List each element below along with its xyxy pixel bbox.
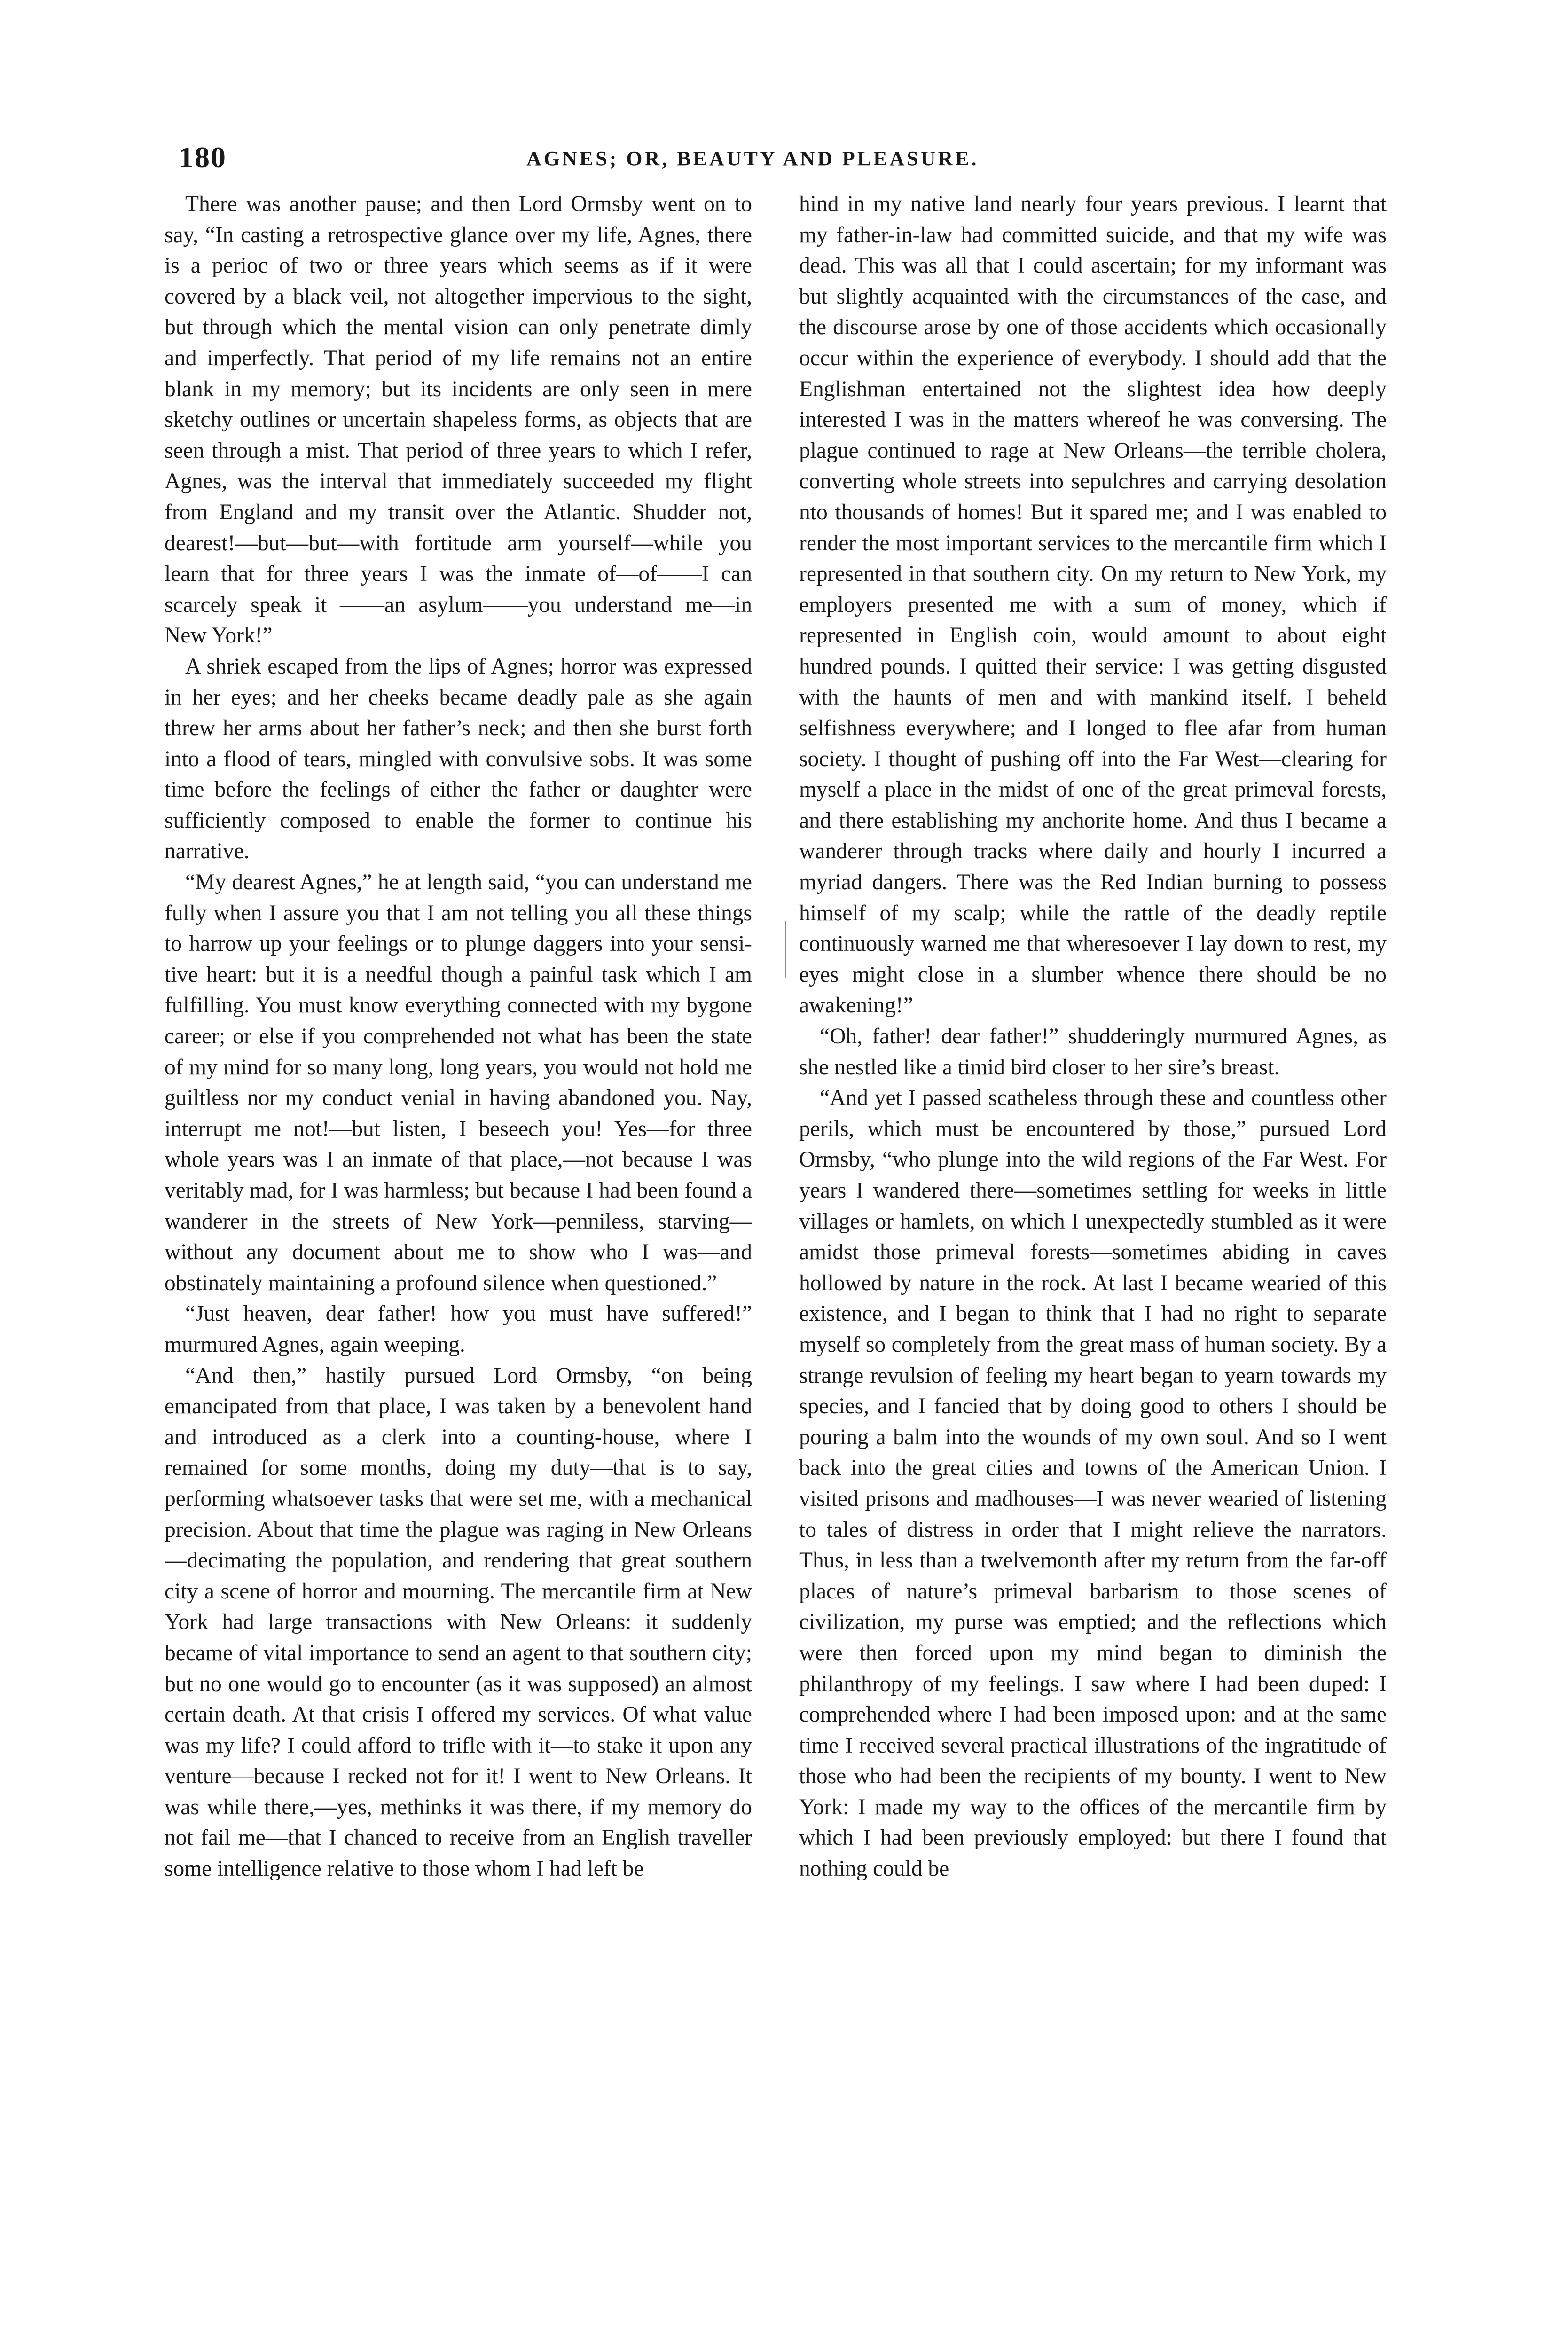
paragraph: “Just heaven, dear father! how you must have suffered!” murmured Agnes, again weeping.: [165, 1301, 752, 1357]
column-rule: [785, 921, 786, 978]
page-header: [179, 140, 1382, 182]
paragraph: A shriek escaped from the lips of Agnes; horror was expressed in her eyes; and her cheeks became deadly pale as she again threw her arms about her father’s neck; and then she burst forth into a flood of tears, mingled with convulsive sobs. It was some time before the feelings of either the father or daughter were sufficiently composed to enable the former to continue his narrative.: [165, 654, 752, 864]
paragraph: There was another pause; and then Lord Ormsby went on to say, “In casting a retrospective glance over my life, Agnes, there is a perioc of two or three years which seems as if it were covered by a black veil, not altogether impervious to the sight, but through which the mental vision can only penetrate dimly and imperfectly. That period of my life remains not an entire blank in my memory; but its incidents are only seen in mere sketchy outlines or uncertain shapeless forms, as objects that are seen through a mist. That period of three years to which I refer, Agnes, was the interval that immediately succeeded my flight from England and my transit over the Atlantic. Shudder not, dearest!—but—but—with fortitude arm yourself—while you learn that for three years I was the inmate of—of——I can scarcely speak it ——an asylum——you understand me—in New York!”: [165, 192, 752, 648]
page-number: 180: [179, 141, 227, 174]
paragraph: “Oh, father! dear father!” shudderingly murmured Agnes, as she nestled like a timid bird closer to her sire’s breast.: [799, 1024, 1387, 1080]
paragraph: “And yet I passed scatheless through these and countless other perils, which must be encountered by those,” pursued Lord Ormsby, “who plunge into the wild regions of the Far West. For years I wandered there—sometimes settling for weeks in little villages or hamlets, on which I unexpectedly stumbled as it were amidst those primeval forests—sometimes abiding in caves hollowed by nature in the rock. At last I became wearied of this existence, and I began to think that I had no right to separate myself so completely from the great mass of human society. By a strange revulsion of feeling my heart began to yearn towards my species, and I fancied that by doing good to others I should be pouring a balm into the wounds of my own soul. And so I went back into the great cities and towns of the American Union. I visited prisons and madhouses—I was never wearied of listening to tales of distress in order that I might relieve the narrators. Thus, in less than a twelvemonth after my return from the far-off places of nature’s primeval barbarism to those scenes of civilization, my purse was emptied; and the reflections which were then forced upon my mind began to diminish the philanthropy of my feelings. I saw where I had been duped: I comprehended where I had been imposed upon: and at the same time I received several practical illustrations of the ingratitude of those who had been the recipients of my bounty. I went to New York: I made my way to the offices of the mercantile firm by which I had been previously employed: but there I found that nothing could be: [799, 1086, 1387, 1881]
paragraph: “And then,” hastily pursued Lord Ormsby, “on being emancipated from that place, I was taken by a benevolent hand and introduced as a clerk into a counting-house, where I remained for some months, doing my duty—that is to say, performing whatsoever tasks that were set me, with a mechanical precision. About that time the plague was raging in New Orleans—decimating the population, and rendering that great southern city a scene of horror and mourning. The mercantile firm at New York had large transactions with New Orleans: it suddenly became of vital importance to send an agent to that southern city; but no one would go to encounter (as it was supposed) an almost certain death. At that crisis I offered my services. Of what value was my life? I could afford to trifle with it—to stake it upon any venture—because I recked not for it! I went to New Orleans. It was while there,—yes, methinks it was there, if my memory do not fail me—that I chanced to receive from an English traveller some intelligence relative to those whom I had left be: [165, 1363, 752, 1881]
right-column: [799, 189, 1387, 2332]
paragraph-continued: hind in my native land nearly four years previous. I learnt that my father-in-law had committed suicide, and that my wife was dead. This was all that I could ascertain; for my informant was but slightly acquainted with the circumstances of the case, and the discourse arose by one of those accidents which occasionally occur within the experience of everybody. I should add that the Englishman entertained not the slightest idea how deeply interested I was in the matters whereof he was conversing. The plague continued to rage at New Orleans—the terrible cholera, converting whole streets into sepulchres and carrying desolation nto thousands of homes! But it spared me; and I was enabled to render the most important services to the mercantile firm which I represented in that southern city. On my return to New York, my employers presented me with a sum of money, which if represented in English coin, would amount to about eight hundred pounds. I quitted their service: I was getting disgusted with the haunts of men and with mankind itself. I beheld selfishness everywhere; and I longed to flee afar from human society. I thought of pushing off into the Far West—clearing for myself a place in the midst of one of the great primeval forests, and there establishing my anchorite home. And thus I became a wanderer through tracks where daily and hourly I incurred a myriad dangers. There was the Red Indian burning to possess himself of my scalp; while the rattle of the deadly reptile continuously warned me that wheresoever I lay down to rest, my eyes might close in a slumber whence there should be no awakening!”: [799, 192, 1387, 1018]
left-column: [165, 189, 752, 2332]
paragraph: “My dearest Agnes,” he at length said, “you can understand me fully when I assure you that I am not telling you all these things to harrow up your feelings or to plunge daggers into your sensitive heart: but it is a needful though a painful task which I am fulfilling. You must know everything connected with my bygone career; or else if you comprehended not what has been the state of my mind for so many long, long years, you would not hold me guiltless nor my conduct venial in having abandoned you. Nay, interrupt me not!—but listen, I beseech you! Yes—for three whole years was I an inmate of that place,—not because I was veritably mad, for I was harmless; but because I had been found a wanderer in the streets of New York—penniless, starving—without any document about me to show who I was—and obstinately maintaining a profound silence when questioned.”: [165, 870, 752, 1295]
running-head: AGNES; OR, BEAUTY AND PLEASURE.: [526, 147, 979, 170]
